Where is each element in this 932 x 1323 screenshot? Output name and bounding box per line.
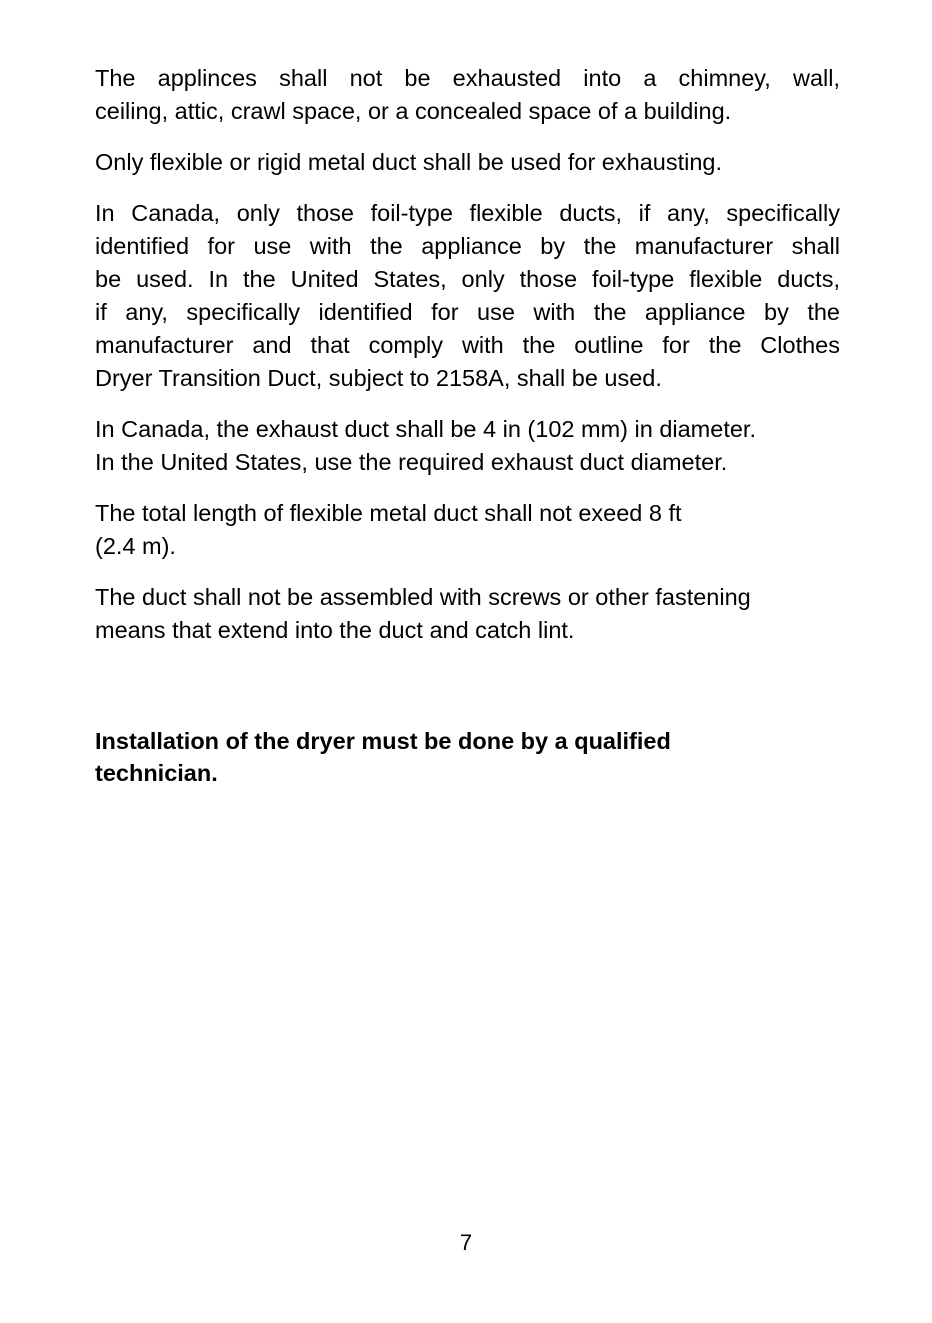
text-line: In the United States, use the required exhaust duct diameter. <box>95 449 728 475</box>
installation-warning <box>95 725 840 789</box>
document-body <box>95 62 840 665</box>
paragraph-duct-material <box>95 146 840 179</box>
text-line: The duct shall not be assembled with screws or other fastening <box>95 584 751 610</box>
text-line: if any, specifically identified for use with the appliance by the <box>95 299 840 325</box>
paragraph-duct-assembly <box>95 581 840 647</box>
text-line: In Canada, only those foil-type flexible ducts, if any, specifically <box>95 200 840 226</box>
warning-line: Installation of the dryer must be done by a qualified <box>95 728 671 754</box>
text-line: The total length of flexible metal duct shall not exeed 8 ft <box>95 500 682 526</box>
text-line: In Canada, the exhaust duct shall be 4 in (102 mm) in diameter. <box>95 416 756 442</box>
paragraph-foil-ducts <box>95 197 840 395</box>
text-line: (2.4 m). <box>95 533 176 559</box>
text-line: ceiling, attic, crawl space, or a concealed space of a building. <box>95 98 732 124</box>
text-line: The applinces shall not be exhausted into a chimney, wall, <box>95 65 840 91</box>
text-line: means that extend into the duct and catch lint. <box>95 617 575 643</box>
text-line: identified for use with the appliance by the manufacturer shall <box>95 233 840 259</box>
paragraph-duct-length <box>95 497 840 563</box>
text-line: Dryer Transition Duct, subject to 2158A, shall be used. <box>95 365 662 391</box>
page-number: 7 <box>459 1230 473 1255</box>
paragraph-exhaust-restrictions <box>95 62 840 128</box>
text-line: Only flexible or rigid metal duct shall be used for exhausting. <box>95 149 722 175</box>
paragraph-duct-diameter <box>95 413 840 479</box>
text-line: manufacturer and that comply with the outline for the Clothes <box>95 332 840 358</box>
warning-line: technician. <box>95 760 218 786</box>
text-line: be used. In the United States, only those foil-type flexible ducts, <box>95 266 840 292</box>
